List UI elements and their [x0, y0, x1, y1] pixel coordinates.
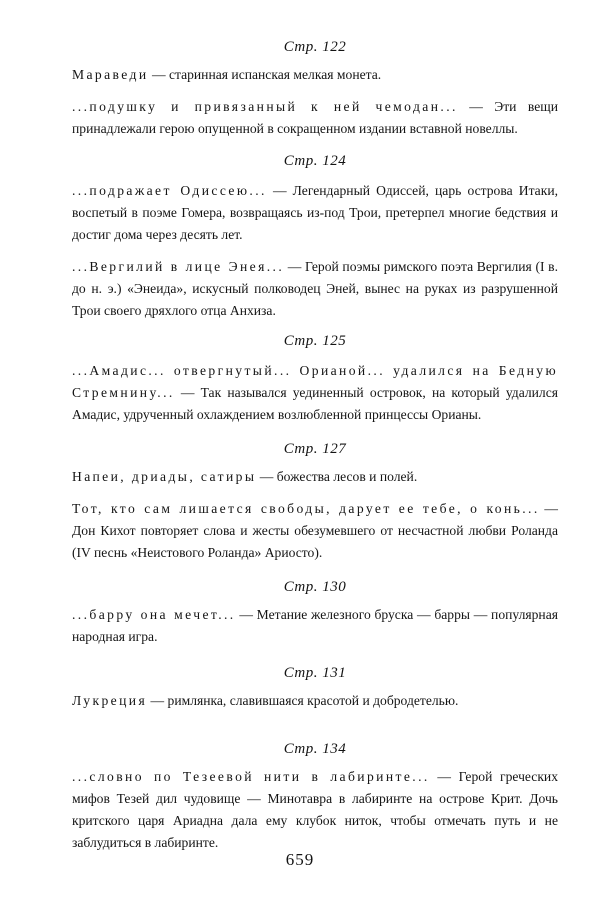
entry-body: — Легендарный Одиссей, царь острова Итаки, воспетый в поэме Гомера, возвращаясь из-под Трои, претерпел многие бедствия и достиг дома через десять лет. [72, 183, 558, 242]
section-heading: Стр. 122 [283, 39, 347, 55]
note-entry [72, 180, 558, 246]
note-entry [72, 766, 558, 854]
note-section-124 [72, 152, 558, 322]
entry-body: — Эти вещи принадлежали герою опущенной в сокращенном издании вставной новеллы. [72, 99, 558, 136]
entry-body: — божества лесов и полей. [256, 469, 418, 484]
entry-lead: ...подушку и привязанный к ней чемодан... [72, 99, 458, 114]
entry-lead: Тот, кто сам лишается свободы, дарует ее тебе, о конь... [72, 501, 540, 516]
entry-lead: ...подражает Одиссею... [72, 183, 267, 198]
note-entry [72, 690, 558, 712]
entry-lead: ...Амадис... отвергнутый... Орианой... удалился на Бедную Стремнину... [72, 363, 558, 400]
section-heading: Стр. 127 [283, 441, 347, 457]
note-entry [72, 466, 558, 488]
note-entry [72, 360, 558, 426]
section-heading: Стр. 124 [283, 153, 347, 169]
entry-lead: Лукреция [72, 693, 148, 708]
section-heading: Стр. 134 [283, 741, 347, 757]
entry-body: — Метание железного бруска — барры — популярная народная игра. [72, 607, 558, 644]
note-entry [72, 498, 558, 564]
note-section-125 [72, 332, 558, 426]
entry-body: — Герой поэмы римского поэта Вергилия (I в. до н. э.) «Энеида», искусный полководец Эней, вынес на руках из разрушенной Трои своего дряхлого отца Анхиза. [72, 259, 558, 318]
note-entry [72, 256, 558, 322]
note-section-131 [72, 664, 558, 712]
entry-body: — римлянка, славившаяся красотой и добродетелью. [147, 693, 459, 708]
entry-lead: ...Вергилий в лице Энея... [72, 259, 285, 274]
note-section-127 [72, 440, 558, 564]
entry-lead: Напеи, дриады, сатиры [72, 469, 257, 484]
page-number: 659 [285, 850, 315, 869]
section-heading: Стр. 125 [283, 333, 347, 349]
entry-lead: ...словно по Тезеевой нити в лабиринте... [72, 769, 430, 784]
note-entry [72, 96, 558, 140]
section-heading: Стр. 130 [283, 579, 347, 595]
note-section-134 [72, 740, 558, 854]
note-section-130 [72, 578, 558, 648]
entry-lead: Мараведи [72, 67, 149, 82]
note-section-122 [72, 38, 558, 140]
entry-body: — Так назывался уединенный островок, на который удалился Амадис, удрученный охлаждением возлюбленной принцессы Орианы. [72, 385, 558, 422]
section-heading: Стр. 131 [283, 665, 347, 681]
entry-lead: ...барру она мечет... [72, 607, 236, 622]
entry-body: — старинная испанская мелкая монета. [148, 67, 382, 82]
note-entry [72, 604, 558, 648]
note-entry [72, 64, 558, 86]
entry-body: — Дон Кихот повторяет слова и жесты обезумевшего от несчастной любви Роланда (IV песнь «Неистового Роланда» Ариосто). [72, 501, 558, 560]
entry-body: — Герой греческих мифов Тезей дил чудовище — Минотавра в лабиринте на острове Крит. Дочь критского царя Ариадна дала ему клубок ниток, чтобы отмечать путь и не заблудиться в лабиринте. [72, 769, 558, 850]
